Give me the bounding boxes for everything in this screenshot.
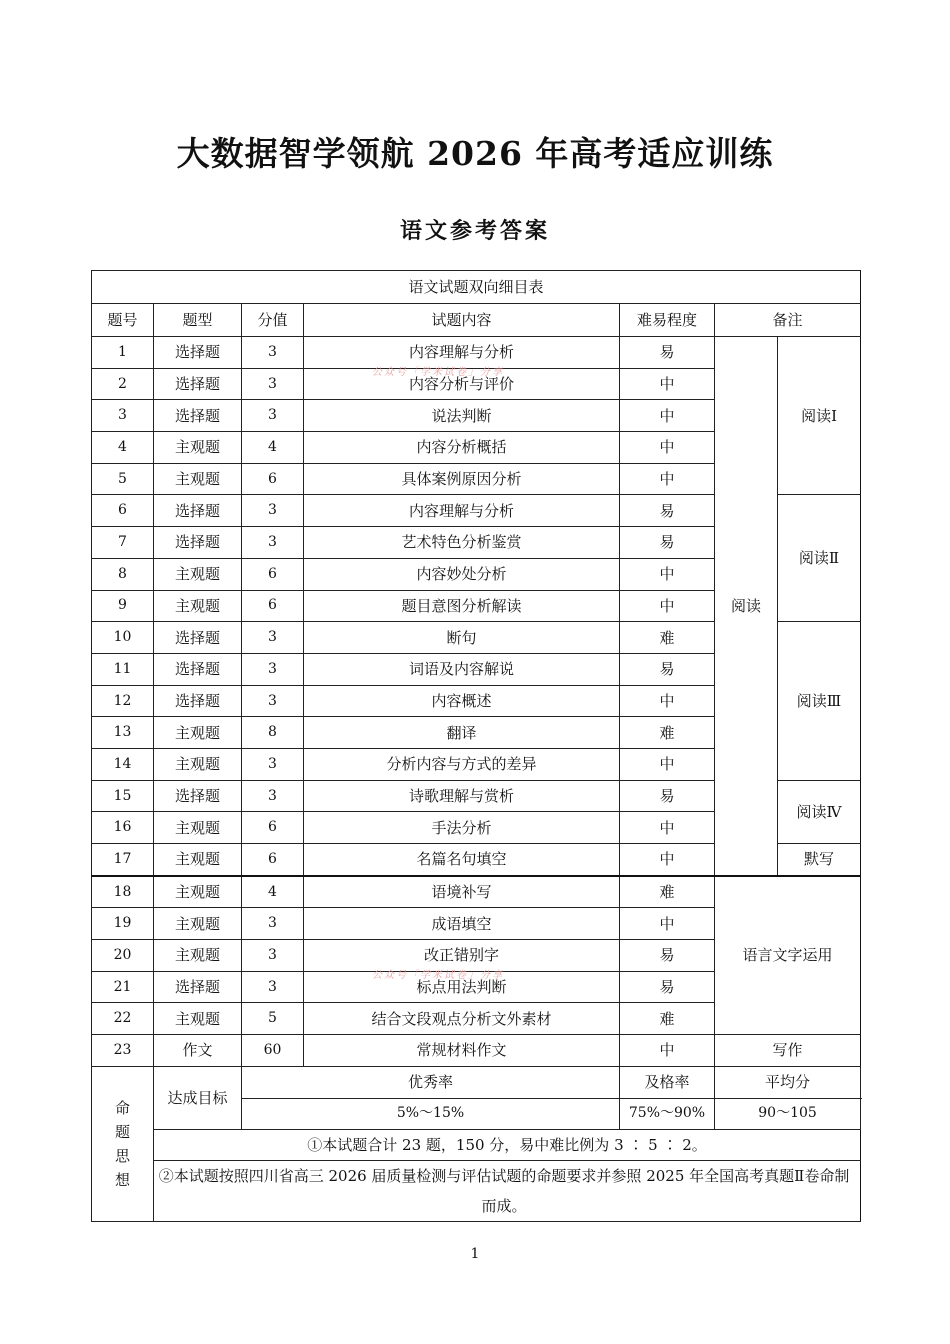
cell-content: 断句: [304, 622, 620, 654]
cell-content: 内容分析与评价: [304, 368, 620, 400]
cell-type: 选择题: [154, 653, 242, 685]
cell-num: 18: [92, 876, 154, 908]
cell-content: 内容妙处分析: [304, 558, 620, 590]
cell-difficulty: 易: [620, 940, 715, 972]
cell-difficulty: 中: [620, 685, 715, 717]
cell-content: 改正错别字: [304, 940, 620, 972]
page-number: 1: [470, 1246, 480, 1262]
cell-type: 主观题: [154, 432, 242, 464]
goal-value-average: 90～105: [715, 1098, 861, 1130]
cell-score: 3: [242, 748, 304, 780]
remark-reading-2: 阅读Ⅱ: [778, 495, 861, 622]
cell-difficulty: 易: [620, 337, 715, 369]
cell-difficulty: 易: [620, 527, 715, 559]
cell-score: 6: [242, 558, 304, 590]
cell-type: 选择题: [154, 685, 242, 717]
cell-content: 常规材料作文: [304, 1035, 620, 1067]
cell-type: 主观题: [154, 876, 242, 908]
header-type: 题型: [154, 304, 242, 337]
cell-content: 具体案例原因分析: [304, 463, 620, 495]
cell-num: 3: [92, 400, 154, 432]
cell-type: 作文: [154, 1035, 242, 1067]
cell-type: 选择题: [154, 495, 242, 527]
cell-content: 内容概述: [304, 685, 620, 717]
cell-num: 13: [92, 717, 154, 749]
cell-num: 7: [92, 527, 154, 559]
cell-difficulty: 中: [620, 432, 715, 464]
cell-num: 17: [92, 844, 154, 876]
cell-num: 10: [92, 622, 154, 654]
remark-reading-4: 阅读Ⅳ: [778, 780, 861, 843]
cell-score: 3: [242, 653, 304, 685]
cell-num: 16: [92, 812, 154, 844]
cell-num: 12: [92, 685, 154, 717]
cell-score: 6: [242, 812, 304, 844]
header-remark: 备注: [715, 304, 861, 337]
cell-score: 5: [242, 1003, 304, 1035]
cell-num: 2: [92, 368, 154, 400]
remark-writing: 写作: [715, 1035, 861, 1067]
cell-score: 3: [242, 337, 304, 369]
cell-content: 诗歌理解与赏析: [304, 780, 620, 812]
cell-difficulty: 中: [620, 400, 715, 432]
cell-type: 主观题: [154, 940, 242, 972]
watermark-1: 公众号「学米试卷」分享: [372, 367, 504, 378]
cell-score: 3: [242, 622, 304, 654]
cell-num: 11: [92, 653, 154, 685]
design-note-1: ①本试题合计 23 题，150 分，易中难比例为 3 ∶ 5 ∶ 2。: [154, 1130, 861, 1161]
goal-value-pass: 75%～90%: [620, 1098, 715, 1130]
header-difficulty: 难易程度: [620, 304, 715, 337]
header-content: 试题内容: [304, 304, 620, 337]
cell-difficulty: 难: [620, 1003, 715, 1035]
cell-difficulty: 易: [620, 653, 715, 685]
cell-difficulty: 中: [620, 812, 715, 844]
cell-difficulty: 中: [620, 844, 715, 876]
cell-num: 19: [92, 908, 154, 940]
cell-content: 内容理解与分析: [304, 337, 620, 369]
cell-type: 主观题: [154, 908, 242, 940]
goal-value-excellent: 5%～15%: [242, 1098, 620, 1130]
cell-type: 主观题: [154, 463, 242, 495]
cell-content: 说法判断: [304, 400, 620, 432]
cell-score: 3: [242, 368, 304, 400]
cell-type: 主观题: [154, 812, 242, 844]
remark-language: 语言文字运用: [715, 876, 861, 1035]
cell-num: 9: [92, 590, 154, 622]
cell-num: 20: [92, 940, 154, 972]
cell-content: 题目意图分析解读: [304, 590, 620, 622]
cell-difficulty: 易: [620, 495, 715, 527]
cell-type: 选择题: [154, 971, 242, 1003]
cell-num: 1: [92, 337, 154, 369]
cell-score: 6: [242, 463, 304, 495]
cell-num: 5: [92, 463, 154, 495]
design-label: 命题思想: [92, 1066, 154, 1221]
cell-type: 选择题: [154, 337, 242, 369]
page-subtitle: 语文参考答案: [399, 218, 550, 244]
cell-type: 选择题: [154, 622, 242, 654]
cell-score: 3: [242, 908, 304, 940]
cell-content: 成语填空: [304, 908, 620, 940]
cell-difficulty: 中: [620, 1035, 715, 1067]
cell-content: 内容理解与分析: [304, 495, 620, 527]
cell-score: 3: [242, 971, 304, 1003]
cell-score: 3: [242, 527, 304, 559]
cell-content: 分析内容与方式的差异: [304, 748, 620, 780]
cell-difficulty: 易: [620, 971, 715, 1003]
table-caption: 语文试题双向细目表: [92, 271, 861, 304]
cell-score: 4: [242, 876, 304, 908]
cell-difficulty: 中: [620, 748, 715, 780]
cell-num: 14: [92, 748, 154, 780]
cell-content: 名篇名句填空: [304, 844, 620, 876]
cell-difficulty: 中: [620, 463, 715, 495]
cell-score: 3: [242, 400, 304, 432]
cell-type: 主观题: [154, 717, 242, 749]
design-note-2: ②本试题按照四川省高三 2026 届质量检测与评估试题的命题要求并参照 2025 年全国高考真题Ⅱ卷命制而成。: [154, 1161, 861, 1222]
cell-num: 15: [92, 780, 154, 812]
cell-num: 8: [92, 558, 154, 590]
cell-difficulty: 中: [620, 368, 715, 400]
cell-difficulty: 中: [620, 558, 715, 590]
cell-score: 6: [242, 844, 304, 876]
cell-type: 选择题: [154, 368, 242, 400]
cell-type: 主观题: [154, 1003, 242, 1035]
cell-score: 3: [242, 940, 304, 972]
goal-label: 达成目标: [154, 1066, 242, 1129]
cell-type: 选择题: [154, 780, 242, 812]
cell-content: 手法分析: [304, 812, 620, 844]
cell-difficulty: 中: [620, 908, 715, 940]
goal-header-pass: 及格率: [620, 1066, 715, 1098]
design-note-row: [92, 1161, 861, 1222]
cell-difficulty: 难: [620, 717, 715, 749]
cell-score: 60: [242, 1035, 304, 1067]
cell-score: 3: [242, 780, 304, 812]
spec-table: [91, 270, 861, 1222]
cell-difficulty: 中: [620, 590, 715, 622]
remark-reading-3: 阅读Ⅲ: [778, 622, 861, 780]
cell-content: 语境补写: [304, 876, 620, 908]
goal-header-average: 平均分: [715, 1066, 861, 1098]
page-title: 大数据智学领航 2026 年高考适应训练: [176, 134, 774, 173]
design-goal-header-row: [92, 1066, 861, 1098]
cell-num: 21: [92, 971, 154, 1003]
watermark-2: 公众号「学米试卷」分享: [372, 970, 504, 981]
cell-type: 主观题: [154, 558, 242, 590]
header-num: 题号: [92, 304, 154, 337]
table-row: [92, 1035, 861, 1067]
cell-type: 主观题: [154, 844, 242, 876]
cell-score: 8: [242, 717, 304, 749]
cell-type: 选择题: [154, 400, 242, 432]
cell-num: 22: [92, 1003, 154, 1035]
cell-type: 主观题: [154, 748, 242, 780]
cell-content: 词语及内容解说: [304, 653, 620, 685]
cell-difficulty: 易: [620, 780, 715, 812]
goal-header-excellent: 优秀率: [242, 1066, 620, 1098]
cell-num: 4: [92, 432, 154, 464]
cell-type: 主观题: [154, 590, 242, 622]
table-row: [92, 876, 861, 908]
cell-score: 4: [242, 432, 304, 464]
header-score: 分值: [242, 304, 304, 337]
cell-difficulty: 难: [620, 876, 715, 908]
cell-content: 艺术特色分析鉴赏: [304, 527, 620, 559]
cell-content: 标点用法判断: [304, 971, 620, 1003]
cell-num: 6: [92, 495, 154, 527]
cell-content: 结合文段观点分析文外素材: [304, 1003, 620, 1035]
cell-content: 内容分析概括: [304, 432, 620, 464]
cell-score: 3: [242, 685, 304, 717]
cell-score: 6: [242, 590, 304, 622]
cell-type: 选择题: [154, 527, 242, 559]
remark-dictation: 默写: [778, 844, 861, 876]
cell-content: 翻译: [304, 717, 620, 749]
design-note-row: [92, 1130, 861, 1161]
cell-difficulty: 难: [620, 622, 715, 654]
remark-reading-1: 阅读Ⅰ: [778, 337, 861, 495]
cell-num: 23: [92, 1035, 154, 1067]
remark-reading: 阅读: [715, 337, 778, 876]
cell-score: 3: [242, 495, 304, 527]
